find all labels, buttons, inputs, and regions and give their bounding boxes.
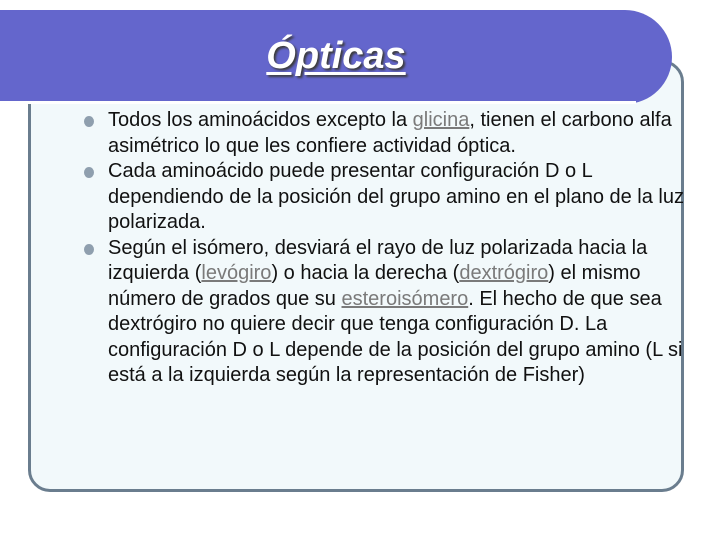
bullet-list — [84, 108, 700, 389]
bullet-text: ) el mismo número de grados que su — [108, 262, 641, 310]
hyperlink-esteroisómero[interactable]: esteroisómero — [341, 287, 469, 310]
bullet-item — [84, 236, 700, 389]
bullet-text: Según el isómero, desviará el rayo de luz polarizada hacia la izquierda ( — [108, 236, 648, 284]
bullet-dot-icon — [84, 167, 94, 178]
title-underline-rule — [0, 101, 636, 104]
title-bar — [0, 10, 672, 104]
bullet-item — [84, 159, 700, 236]
bullet-text: Cada aminoácido puede presentar configuración D o L dependiendo de la posición del grupo amino en el plano de la luz polarizada. — [108, 160, 684, 233]
bullet-item — [84, 108, 700, 159]
bullet-text: Todos los aminoácidos excepto la — [108, 109, 413, 131]
bullet-text: ) o hacia la derecha ( — [271, 262, 460, 284]
slide-title: Ópticas — [266, 35, 406, 77]
bullet-text: . El hecho de que sea dextrógiro no quiere decir que tenga configuración D. La configuración D o L depende de la posición del grupo amino (L si está a la izquierda según la representación de Fisher) — [108, 287, 683, 386]
bullet-dot-icon — [84, 244, 94, 255]
hyperlink-dextrógiro[interactable]: dextrógiro — [459, 262, 549, 284]
hyperlink-levógiro[interactable]: levógiro — [201, 262, 272, 284]
hyperlink-glicina[interactable]: glicina — [412, 109, 470, 131]
bullet-dot-icon — [84, 116, 94, 127]
bullet-text: , tienen el carbono alfa asimétrico lo que les confiere actividad óptica. — [108, 109, 672, 157]
